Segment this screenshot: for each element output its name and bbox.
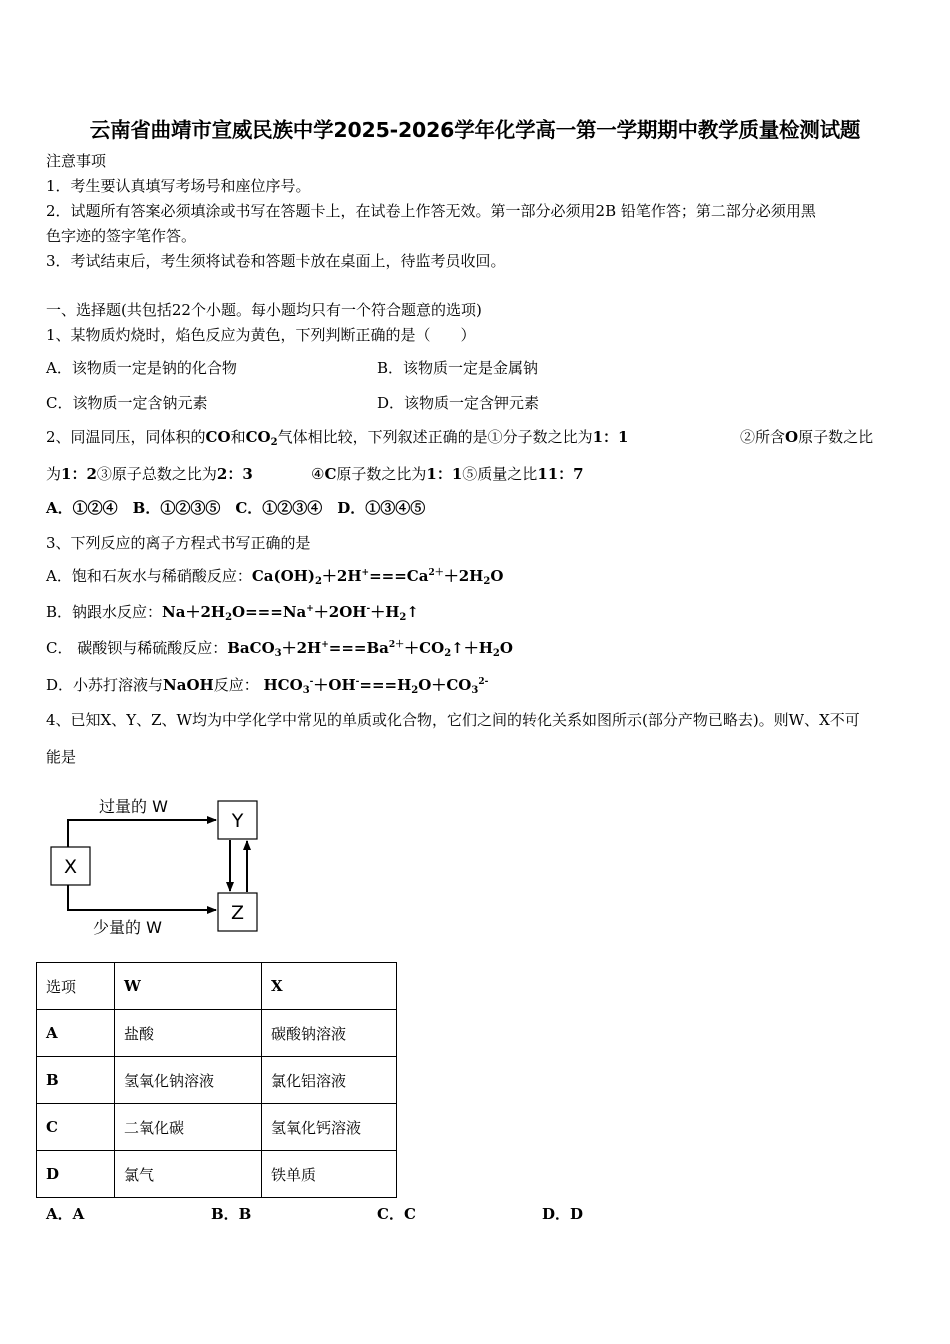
- node-x-label: X: [63, 856, 78, 878]
- q3-stem: 3、下列反应的离子方程式书写正确的是: [46, 534, 311, 552]
- q3-option-d: D．小苏打溶液与NaOH反应： $HCO_3^-+OH^-===H_2O+CO_3^{2-}$: [46, 676, 489, 696]
- section-heading: 一、选择题(共包括22个小题。每小题均只有一个符合题意的选项): [46, 301, 482, 319]
- q2-stem-part: ③原子总数之比为: [96, 465, 217, 483]
- q2-stem-part: 1：1: [592, 428, 629, 446]
- table-cell: 氯化铝溶液: [262, 1057, 397, 1104]
- top-arrow-label: 过量的 W: [99, 797, 168, 816]
- table-header: W: [115, 963, 262, 1010]
- q4-answer-d: D．D: [542, 1205, 584, 1223]
- q2-stem-line1: [46, 427, 628, 447]
- table-cell: D: [37, 1151, 115, 1198]
- table-cell: 二氧化碳: [115, 1104, 262, 1151]
- notice-item: 2．试题所有答案必须填涂或书写在答题卡上，在试卷上作答无效。第一部分必须用2B 铅笔作答；第二部分必须用黑: [46, 202, 816, 220]
- q2-stem-part: ②所含: [740, 428, 786, 446]
- q3-equation: $Ca(OH)_2+2H^+===Ca^{2+}+2H_2O$: [251, 567, 504, 587]
- table-cell: 氢氧化钙溶液: [262, 1104, 397, 1151]
- q3-option-label: A．饱和石灰水与稀硝酸反应：: [46, 567, 252, 585]
- q2-stem-part: 2: [270, 437, 278, 448]
- q2-stem-part: 原子数之比为: [336, 465, 427, 483]
- q2-stem-part: 气体相比较，下列叙述正确的是①分子数之比为: [277, 428, 593, 446]
- q2-options: A．①②④ B．①②③⑤ C．①②③④ D．①③④⑤: [46, 499, 426, 517]
- table-cell: 氢氧化钠溶液: [115, 1057, 262, 1104]
- table-row: [37, 1104, 397, 1151]
- q4-stem-line1: 4、已知X、Y、Z、W均为中学化学中常见的单质或化合物，它们之间的转化关系如图所示(部分产物已略去)。则W、X不可: [46, 711, 860, 729]
- q1-option-c: C．该物质一定含钠元素: [46, 394, 208, 412]
- q2-stem-part: 为: [46, 465, 62, 483]
- q3-option-c: [46, 638, 513, 658]
- notice-item: 3．考试结束后，考生须将试卷和答题卡放在桌面上，待监考员收回。: [46, 252, 506, 270]
- table-header: 选项: [37, 963, 115, 1010]
- table-row: [37, 1057, 397, 1104]
- table-cell: B: [37, 1057, 115, 1104]
- node-z-label: Z: [230, 902, 245, 924]
- table-cell: 盐酸: [115, 1010, 262, 1057]
- conversion-diagram: [45, 790, 275, 950]
- q3-option-label: D．小苏打溶液与: [46, 676, 164, 694]
- q4-answer-a: A．A: [46, 1205, 85, 1223]
- q3-equation: $Na+2H_2O===Na^++2OH^-+H_2↑$: [162, 603, 419, 623]
- q2-stem-part: 2：3: [216, 465, 253, 483]
- table-cell: A: [37, 1010, 115, 1057]
- q2-stem-part: C: [324, 465, 337, 483]
- q1-stem: 1、某物质灼烧时，焰色反应为黄色，下列判断正确的是（ ）: [46, 326, 476, 344]
- q2-stem-line2b: [311, 464, 584, 484]
- q1-option-b: B．该物质一定是金属钠: [377, 359, 539, 377]
- q4-answer-b: B．B: [211, 1205, 252, 1223]
- q2-stem-part: ④: [311, 465, 325, 483]
- q1-option-d: D．该物质一定含钾元素: [377, 394, 540, 412]
- table-header-row: [37, 963, 397, 1010]
- table-row: [37, 1151, 397, 1198]
- q4-stem-line2: 能是: [46, 748, 77, 766]
- table-cell: 铁单质: [262, 1151, 397, 1198]
- q2-stem-part: 原子数之比: [798, 428, 874, 446]
- bottom-arrow-label: 少量的 W: [93, 918, 162, 937]
- notice-item: 1．考生要认真填写考场号和座位序号。: [46, 177, 311, 195]
- q2-stem-part: 1：2: [61, 465, 97, 483]
- q2-stem-line2: [46, 464, 253, 484]
- q3-option-a: [46, 566, 503, 586]
- table-cell: 氯气: [115, 1151, 262, 1198]
- node-y-label: Y: [231, 810, 244, 832]
- notice-item: 色字迹的签字笔作答。: [46, 227, 197, 245]
- q1-option-a: A．该物质一定是钠的化合物: [46, 359, 237, 377]
- q3-option-b: [46, 602, 419, 622]
- table-cell: C: [37, 1104, 115, 1151]
- q2-stem-part: 和: [230, 428, 246, 446]
- q3-option-label: B．钠跟水反应：: [46, 603, 163, 621]
- q2-stem-line1b: [740, 427, 873, 447]
- arrow-x-to-y: [68, 820, 216, 847]
- options-table: [36, 962, 397, 1198]
- table-row: [37, 1010, 397, 1057]
- q2-stem-part: CO: [245, 428, 271, 446]
- table-cell: 碳酸钠溶液: [262, 1010, 397, 1057]
- page-title: 云南省曲靖市宣威民族中学2025-2026学年化学高一第一学期期中教学质量检测试题: [89, 118, 861, 142]
- q4-answer-c: C．C: [377, 1205, 416, 1223]
- q3-option-label: C． 碳酸钡与稀硫酸反应：: [46, 639, 228, 657]
- q2-stem-part: ⑤质量之比: [462, 465, 538, 483]
- q3-equation: $HCO_3^-+OH^-===H_2O+CO_3^{2-}$: [263, 676, 489, 696]
- q2-stem-part: O: [785, 428, 799, 446]
- arrow-x-to-z: [68, 885, 216, 910]
- q2-stem-part: CO: [205, 428, 231, 446]
- q3-equation: $BaCO_3+2H^+===Ba^{2+}+CO_2↑+H_2O$: [227, 639, 513, 659]
- notice-heading: 注意事项: [46, 152, 107, 170]
- q2-stem-part: 1：1: [426, 465, 463, 483]
- table-header: X: [262, 963, 397, 1010]
- q2-stem-part: 11：7: [537, 465, 584, 483]
- q2-stem-part: 2、同温同压，同体积的: [46, 428, 206, 446]
